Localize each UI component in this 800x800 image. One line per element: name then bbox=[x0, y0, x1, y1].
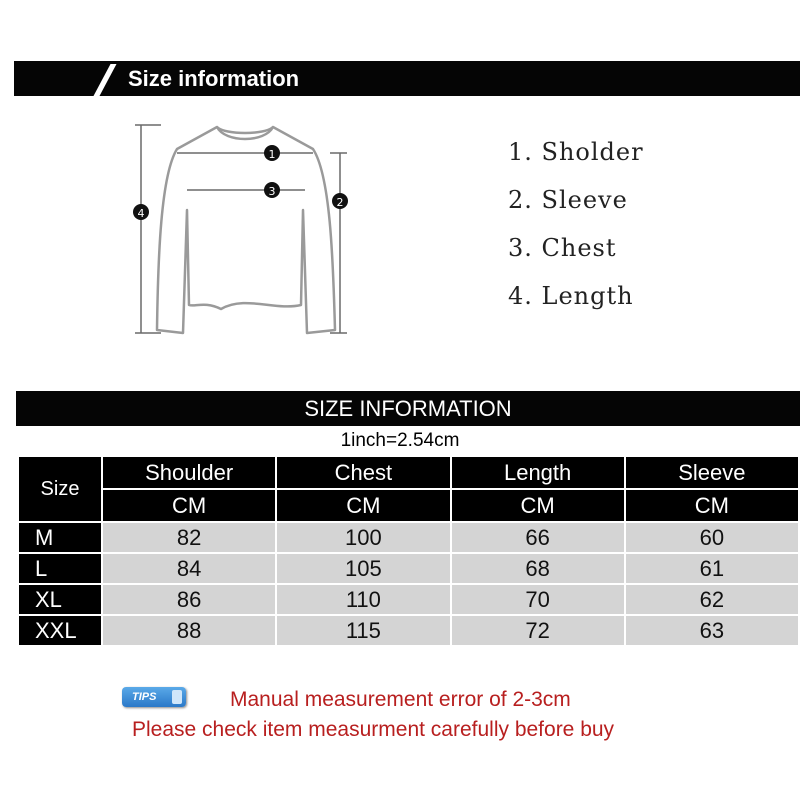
column-header-shoulder: Shoulder bbox=[103, 457, 275, 488]
table-row bbox=[19, 585, 798, 614]
svg-text:2: 2 bbox=[336, 196, 344, 209]
marker-4 bbox=[133, 204, 149, 220]
size-table bbox=[17, 455, 800, 647]
unit-label: CM bbox=[452, 490, 624, 521]
table-cell: 70 bbox=[452, 585, 624, 614]
sweater-diagram bbox=[125, 115, 365, 345]
svg-text:3: 3 bbox=[268, 185, 276, 198]
table-cell: 86 bbox=[103, 585, 275, 614]
table-row bbox=[19, 554, 798, 583]
size-label: XXL bbox=[19, 616, 101, 645]
marker-1 bbox=[264, 145, 280, 161]
column-header-length: Length bbox=[452, 457, 624, 488]
legend-item-shoulder: 1. Sholder bbox=[508, 138, 644, 166]
table-cell: 82 bbox=[103, 523, 275, 552]
legend-item-chest: 3. Chest bbox=[508, 234, 617, 262]
table-row bbox=[19, 523, 798, 552]
tips-badge: TIPS bbox=[122, 687, 186, 707]
marker-2 bbox=[332, 193, 348, 209]
table-cell: 115 bbox=[277, 616, 449, 645]
measurement-legend bbox=[508, 136, 644, 328]
table-cell: 66 bbox=[452, 523, 624, 552]
column-header-chest: Chest bbox=[277, 457, 449, 488]
size-label: M bbox=[19, 523, 101, 552]
unit-label: CM bbox=[103, 490, 275, 521]
table-cell: 62 bbox=[626, 585, 798, 614]
svg-text:1: 1 bbox=[268, 148, 276, 161]
unit-conversion-note: 1inch=2.54cm bbox=[340, 430, 460, 451]
table-cell: 110 bbox=[277, 585, 449, 614]
unit-label: CM bbox=[626, 490, 798, 521]
tip-measurement-error: Manual measurement error of 2-3cm bbox=[230, 688, 571, 711]
sweater-collar bbox=[217, 127, 273, 133]
table-cell: 61 bbox=[626, 554, 798, 583]
tip-check-measurement: Please check item measurment carefully before buy bbox=[132, 718, 615, 741]
table-cell: 84 bbox=[103, 554, 275, 583]
table-row bbox=[19, 616, 798, 645]
table-cell: 100 bbox=[277, 523, 449, 552]
legend-item-sleeve: 2. Sleeve bbox=[508, 186, 628, 214]
legend-item-length: 4. Length bbox=[508, 282, 634, 310]
unit-label: CM bbox=[277, 490, 449, 521]
sweater-outline bbox=[157, 127, 335, 333]
header-title: Size information bbox=[128, 66, 300, 91]
table-cell: 68 bbox=[452, 554, 624, 583]
table-cell: 105 bbox=[277, 554, 449, 583]
svg-text:4: 4 bbox=[137, 207, 145, 220]
table-unit-row bbox=[19, 490, 798, 521]
table-cell: 63 bbox=[626, 616, 798, 645]
size-label: XL bbox=[19, 585, 101, 614]
table-cell: 88 bbox=[103, 616, 275, 645]
table-header-row bbox=[19, 457, 798, 488]
column-header-sleeve: Sleeve bbox=[626, 457, 798, 488]
header-bar bbox=[14, 61, 800, 96]
size-column-header: Size bbox=[19, 457, 101, 521]
marker-3 bbox=[264, 182, 280, 198]
table-cell: 60 bbox=[626, 523, 798, 552]
header-slash-decoration bbox=[93, 64, 116, 96]
table-cell: 72 bbox=[452, 616, 624, 645]
size-info-banner: SIZE INFORMATION bbox=[16, 391, 800, 426]
size-label: L bbox=[19, 554, 101, 583]
